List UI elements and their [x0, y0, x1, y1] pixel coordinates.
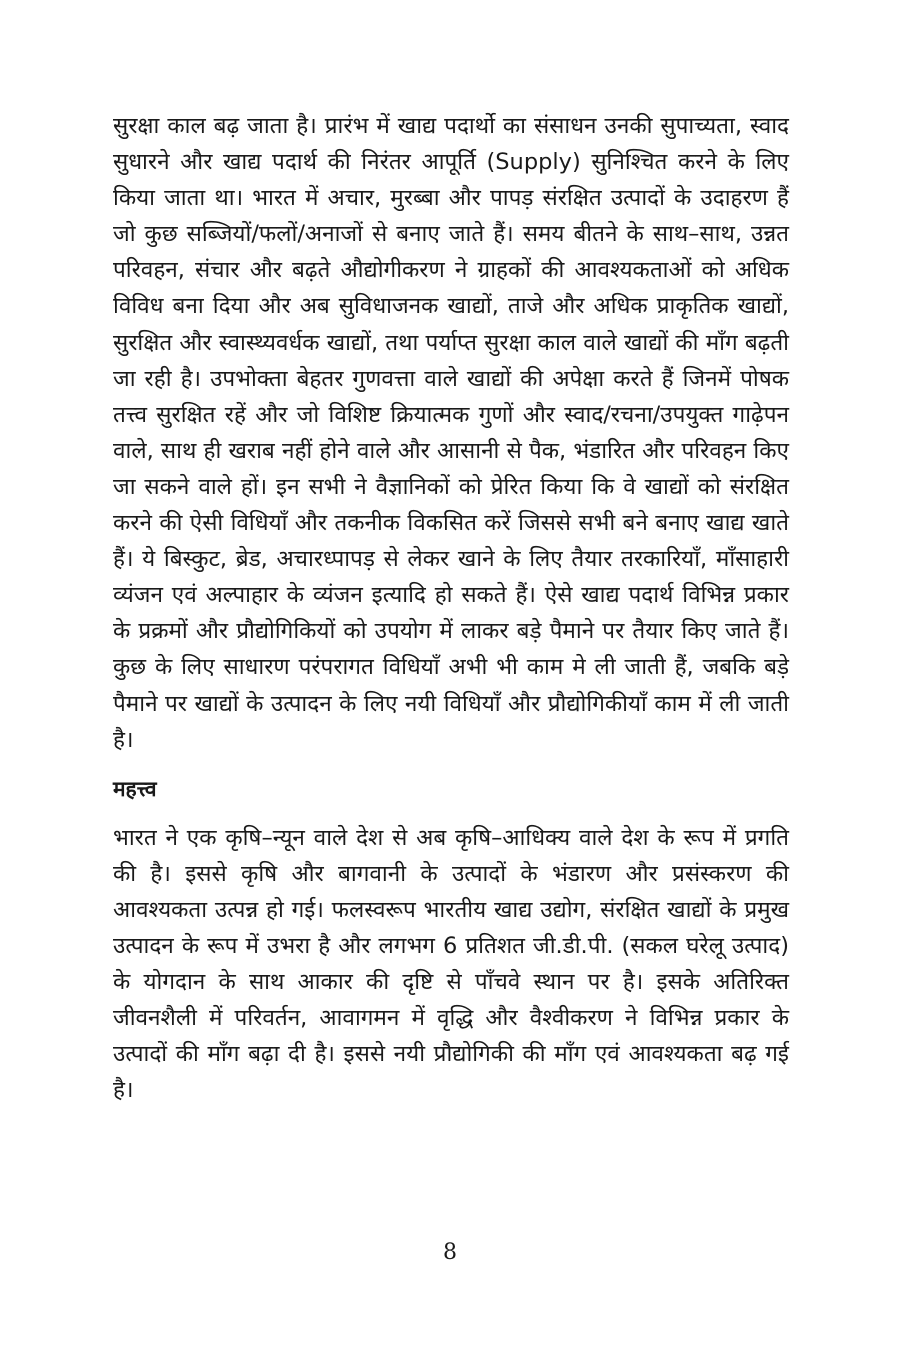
body-paragraph-1: सुरक्षा काल बढ़ जाता है। प्रारंभ में खाद्य पदार्थो का संसाधन उनकी सुपाच्यता, स्वाद सुधारने और खाद्य पदार्थ की निरंतर आपूर्ति (Supply) सुनिश्चित करने के लिए किया जाता था। भारत में अचार, मुरब्बा और पापड़ संरक्षित उत्पादों के उदाहरण हैं जो कुछ सब्जियों/फलों/अनाजों से बनाए जाते हैं। समय बीतने के साथ–साथ, उन्नत परिवहन, संचार और बढ़ते औद्योगीकरण ने ग्राहकों की आवश्यकताओं को अधिक विविध बना दिया और अब सुविधाजनक खाद्यों, ताजे और अधिक प्राकृतिक खाद्यों, सुरक्षित और स्वास्थ्यवर्धक खाद्यों, तथा पर्याप्त सुरक्षा काल वाले खाद्यों की माँग बढ़ती जा रही है। उपभोक्ता बेहतर गुणवत्ता वाले खाद्यों की अपेक्षा करते हैं जिनमें पोषक तत्त्व सुरक्षित रहें और जो विशिष्ट क्रियात्मक गुणों और स्वाद/रचना/उपयुक्त गाढ़ेपन वाले, साथ ही खराब नहीं होने वाले और आसानी से पैक, भंडारित और परिवहन किए जा सकने वाले हों। इन सभी ने वैज्ञानिकों को प्रेरित किया कि वे खाद्यों को संरक्षित करने की ऐसी विधियाँ और तकनीक विकसित करें जिससे सभी बने बनाए खाद्य खाते हैं। ये बिस्कुट, ब्रेड, अचारध्पापड़ से लेकर खाने के लिए तैयार तरकारियाँ, माँसाहारी व्यंजन एवं अल्पाहार के व्यंजन इत्यादि हो सकते हैं। ऐसे खाद्य पदार्थ विभिन्न प्रकार के प्रक्रमों और प्रौद्योगिकियों को उपयोग में लाकर बड़े पैमाने पर तैयार किए जाते हैं। कुछ के लिए साधारण परंपरागत विधियाँ अभी भी काम मे ली जाती हैं, जबकि बड़े पैमाने पर खाद्यों के उत्पादन के लिए नयी विधियाँ और प्रौद्योगिकीयाँ काम में ली जाती है।: [113, 113, 789, 753]
page-content: [113, 108, 789, 1108]
section-heading: महत्त्व: [113, 776, 157, 801]
page-number: 8: [443, 1240, 457, 1265]
body-paragraph-2: भारत ने एक कृषि–न्यून वाले देश से अब कृषि–आधिक्य वाले देश के रूप में प्रगति की है। इससे कृषि और बागवानी के उत्पादों के भंडारण और प्रसंस्करण की आवश्यकता उत्पन्न हो गई। फलस्वरूप भारतीय खाद्य उद्योग, संरक्षित खाद्यों के प्रमुख उत्पादन के रूप में उभरा है और लगभग 6 प्रतिशत जी.डी.पी. (सकल घरेलू उत्पाद) के योगदान के साथ आकार की दृष्टि से पाँचवे स्थान पर है। इसके अतिरिक्त जीवनशैली में परिवर्तन, आवागमन में वृद्धि और वैश्वीकरण ने विभिन्न प्रकार के उत्पादों की माँग बढ़ा दी है। इससे नयी प्रौद्योगिकी की माँग एवं आवश्यकता बढ़ गई है।: [113, 824, 789, 1104]
